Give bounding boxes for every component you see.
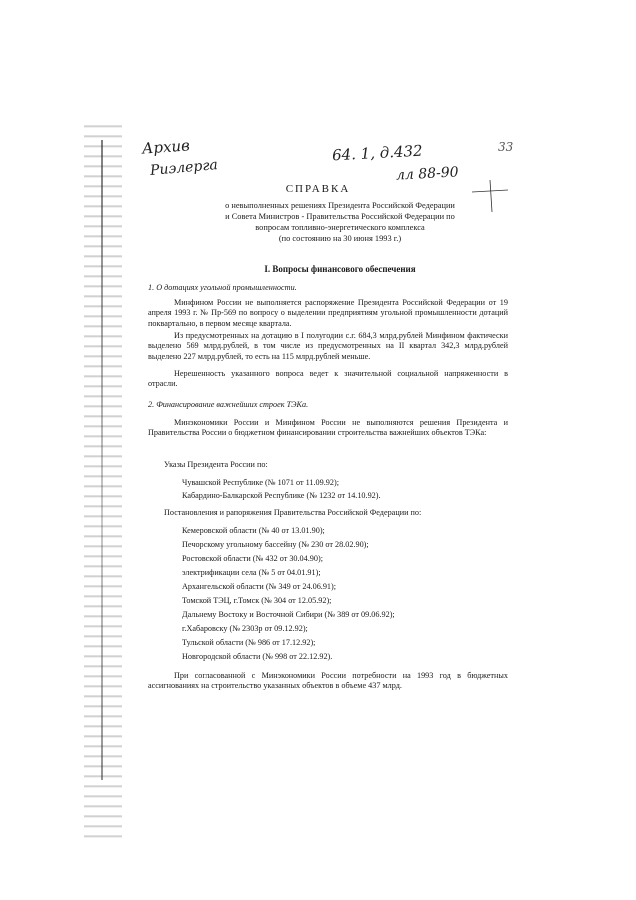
closing-paragraph: При согласованной с Минэкономики России потребности на 1993 год в бюджетных ассигнованиях на строительство указанных объектов в объеме 437 млрд.	[148, 671, 508, 691]
document-subtitle	[140, 200, 540, 244]
subtitle-line: (по состоянию на 30 июня 1993 г.)	[278, 234, 402, 243]
document-title: СПРАВКА	[285, 183, 351, 195]
subtitle-line: и Совета Министров - Правительства Российской Федерации по	[225, 212, 455, 221]
item2-title: 2. Финансирование важнейших строек ТЭКа.	[148, 400, 309, 409]
resolution-item: Томской ТЭЦ, г.Томск (№ 304 от 12.05.92);	[182, 596, 332, 605]
handwritten-file-reference: 64. 1, д.432	[331, 141, 424, 165]
binding-edge	[84, 118, 122, 838]
item1-title: 1. О дотациях угольной промышленности.	[148, 283, 297, 292]
resolution-item: электрификации села (№ 5 от 04.01.91);	[182, 568, 321, 577]
item1-paragraph: Минфином России не выполняется распоряжение Президента Российской Федерации от 19 апреля 1993 г. № Пр-569 по вопросу о выделении предприятиям угольной промышленности дотаций поквартально, в первом месяце квартала.	[148, 298, 508, 328]
resolution-item: Новгородской области (№ 998 от 22.12.92).	[182, 652, 333, 661]
binding-line	[101, 140, 103, 780]
item1-paragraph: Нерешенность указанного вопроса ведет к значительной социальной напряженности в отрасли.	[148, 369, 508, 389]
resolution-item: Дальнему Востоку и Восточной Сибири (№ 389 от 09.06.92);	[182, 610, 395, 619]
resolution-item: Печорскому угольному бассейну (№ 230 от 28.02.90);	[182, 540, 369, 549]
resolutions-heading: Постановления и рапоряжения Правительства Российской Федерации по:	[164, 508, 422, 517]
item2-intro: Минэкономики России и Минфином России не выполняются решения Президента и Правительства России о бюджетном финансировании строительства важнейших объектов ТЭКа:	[148, 418, 508, 438]
resolution-item: Архангельской области (№ 349 от 24.06.91);	[182, 582, 337, 591]
handwritten-sheet-reference: лл 88-90	[395, 164, 460, 184]
resolution-item: Кемеровской области (№ 40 от 13.01.90);	[182, 526, 325, 535]
handwritten-corner-mark: 33	[498, 140, 514, 154]
resolution-item: Ростовской области (№ 432 от 30.04.90);	[182, 554, 323, 563]
resolution-item: Тульской области (№ 986 от 17.12.92);	[182, 638, 316, 647]
handwritten-archive-note: Архив	[141, 136, 191, 158]
decree-item: Чувашской Республике (№ 1071 от 11.09.92);	[182, 478, 339, 487]
resolution-item: г.Хабаровску (№ 2303р от 09.12.92);	[182, 624, 308, 633]
handwritten-registry-note: Риэлерга	[149, 157, 219, 179]
decree-item: Кабардино-Балкарской Республике (№ 1232 от 14.10.92).	[182, 491, 381, 500]
subtitle-line: о невыполненных решениях Президента Российской Федерации	[225, 201, 455, 210]
section-heading: I. Вопросы финансового обеспечения	[264, 264, 416, 274]
item1-paragraph: Из предусмотренных на дотацию в I полугодии с.г. 684,3 млрд.рублей Минфином фактически выделено 569 млрд.рублей, в том числе из предусмотренных на II квартал 342,3 млрд.рублей выделено 227 млрд.рублей, то есть на 115 млрд.рублей меньше.	[148, 331, 508, 361]
decrees-heading: Указы Президента России по:	[164, 460, 268, 469]
subtitle-line: вопросам топливно-энергетического комплекса	[255, 223, 425, 232]
